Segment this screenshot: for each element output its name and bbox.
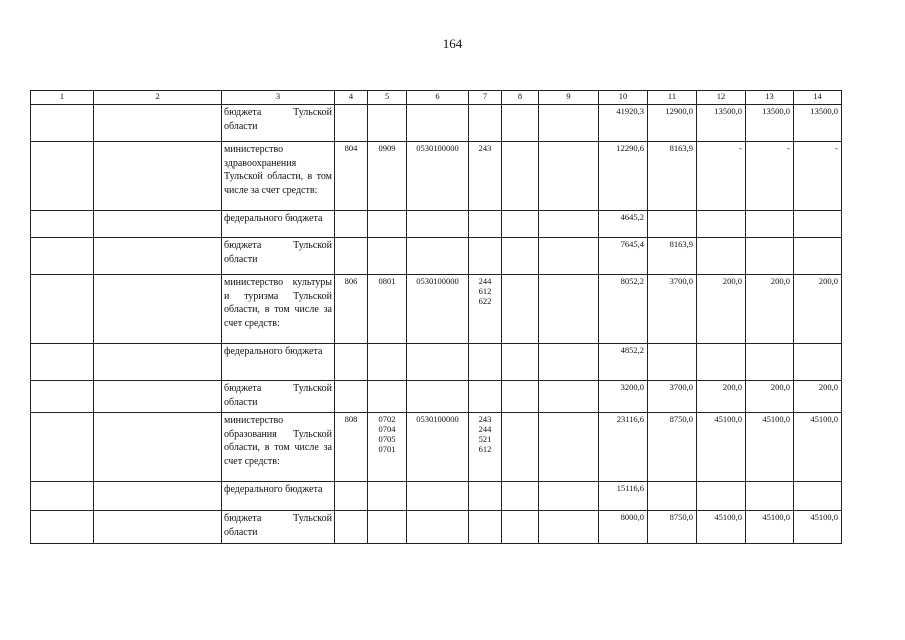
cell-section-code [368,413,407,482]
cell-amount: 41920,3 [599,105,648,142]
cell-amount [648,482,697,511]
table-row [31,211,842,238]
cell-amount: 45100,0 [697,511,746,544]
cell-ministry-code [335,381,368,413]
cell-amount [697,482,746,511]
cell-expense-type [469,381,502,413]
cell-section-code [368,381,407,413]
cell-amount: 200,0 [697,275,746,344]
cell-name: бюджета Тульской области [222,105,335,142]
cell-expense-type [469,105,502,142]
table-row [31,344,842,381]
cell-ministry-code [335,238,368,275]
cell-amount: 200,0 [697,381,746,413]
cell-target-code [407,105,469,142]
cell-amount: 45100,0 [794,511,842,544]
cell-amount [697,238,746,275]
table-body [31,91,842,544]
cell-section-code [368,238,407,275]
cell-ministry-code [335,211,368,238]
cell-section-code [368,344,407,381]
cell-expense-type-line: 243 [478,414,492,424]
cell-amount: 200,0 [746,381,794,413]
cell-ministry-code [335,344,368,381]
cell-target-code [407,211,469,238]
cell-col2 [94,105,222,142]
cell-col2 [94,413,222,482]
cell-section-code [368,142,407,211]
cell-amount: 13500,0 [746,105,794,142]
column-header: 11 [648,91,697,105]
cell-target-code [407,482,469,511]
cell-col8 [502,142,539,211]
cell-amount: 45100,0 [697,413,746,482]
cell-col1 [31,238,94,275]
column-header-row [31,91,842,105]
cell-col9 [539,142,599,211]
cell-amount: 45100,0 [746,413,794,482]
cell-col2 [94,211,222,238]
cell-amount: 23116,6 [599,413,648,482]
column-header: 12 [697,91,746,105]
cell-section-code-line: 0909 [378,143,396,153]
column-header: 9 [539,91,599,105]
cell-expense-type [469,238,502,275]
table-row [31,142,842,211]
cell-name: министерство образования Тульской области, в том числе за счет средств: [222,413,335,482]
table-row [31,275,842,344]
cell-amount: 200,0 [794,381,842,413]
cell-col8 [502,344,539,381]
cell-amount: 7645,4 [599,238,648,275]
cell-col9 [539,511,599,544]
column-header: 10 [599,91,648,105]
cell-col2 [94,344,222,381]
cell-amount: 12900,0 [648,105,697,142]
cell-col2 [94,381,222,413]
cell-expense-type [469,413,502,482]
column-header: 2 [94,91,222,105]
cell-amount: 13500,0 [697,105,746,142]
cell-amount [746,482,794,511]
cell-col9 [539,275,599,344]
cell-expense-type-line: 244 [478,276,492,286]
cell-amount: 13500,0 [794,105,842,142]
cell-amount: 3700,0 [648,381,697,413]
cell-amount: 45100,0 [794,413,842,482]
cell-amount: 8750,0 [648,413,697,482]
cell-col1 [31,105,94,142]
cell-amount: 4645,2 [599,211,648,238]
cell-ministry-code: 806 [335,275,368,344]
cell-section-code [368,482,407,511]
cell-col1 [31,511,94,544]
cell-amount: 45100,0 [746,511,794,544]
cell-col9 [539,105,599,142]
cell-name: федерального бюджета [222,482,335,511]
column-header: 14 [794,91,842,105]
cell-section-code-line: 0705 [378,434,396,444]
cell-col2 [94,238,222,275]
cell-col8 [502,211,539,238]
cell-amount [746,238,794,275]
cell-col1 [31,413,94,482]
cell-amount: - [746,142,794,211]
cell-ministry-code [335,482,368,511]
cell-expense-type-line: 243 [478,143,492,153]
cell-col8 [502,381,539,413]
cell-ministry-code [335,105,368,142]
cell-amount: 3700,0 [648,275,697,344]
cell-col8 [502,511,539,544]
table-row [31,238,842,275]
cell-amount [794,211,842,238]
cell-expense-type [469,142,502,211]
cell-amount: 15116,6 [599,482,648,511]
cell-col8 [502,238,539,275]
cell-expense-type [469,211,502,238]
cell-target-code [407,238,469,275]
table-row [31,511,842,544]
cell-amount [648,344,697,381]
cell-section-code-line: 0702 [378,414,396,424]
cell-name: бюджета Тульской области [222,381,335,413]
cell-col1 [31,381,94,413]
cell-amount [794,238,842,275]
cell-section-code-line: 0704 [378,424,396,434]
cell-section-code [368,511,407,544]
page-number: 164 [442,36,463,51]
cell-amount [648,211,697,238]
column-header: 8 [502,91,539,105]
cell-col8 [502,105,539,142]
cell-name: федерального бюджета [222,211,335,238]
cell-section-code [368,105,407,142]
cell-section-code [368,275,407,344]
cell-col2 [94,511,222,544]
cell-expense-type-line: 612 [478,444,492,454]
cell-col2 [94,275,222,344]
cell-amount [794,344,842,381]
cell-amount [794,482,842,511]
cell-col9 [539,413,599,482]
cell-name: федерального бюджета [222,344,335,381]
cell-col1 [31,344,94,381]
cell-amount: - [794,142,842,211]
column-header: 13 [746,91,794,105]
cell-section-code-line: 0801 [378,276,396,286]
column-header: 1 [31,91,94,105]
cell-col8 [502,482,539,511]
cell-name: министерство здравоохранения Тульской области, в том числе за счет средств: [222,142,335,211]
cell-amount: 12290,6 [599,142,648,211]
cell-col9 [539,238,599,275]
cell-amount: 200,0 [746,275,794,344]
cell-amount: 8163,9 [648,238,697,275]
cell-target-code: 0530100000 [407,275,469,344]
cell-col9 [539,211,599,238]
cell-amount [697,211,746,238]
cell-amount: - [697,142,746,211]
cell-expense-type [469,344,502,381]
cell-expense-type-line: 622 [478,296,492,306]
column-header: 4 [335,91,368,105]
cell-target-code [407,344,469,381]
cell-section-code-line: 0701 [378,444,396,454]
column-header: 3 [222,91,335,105]
cell-amount [746,211,794,238]
cell-col1 [31,482,94,511]
cell-section-code [368,211,407,238]
budget-table [30,90,842,544]
cell-name: бюджета Тульской области [222,511,335,544]
cell-col1 [31,275,94,344]
cell-expense-type [469,511,502,544]
cell-ministry-code: 804 [335,142,368,211]
cell-col1 [31,142,94,211]
table-row [31,105,842,142]
cell-expense-type-line: 612 [478,286,492,296]
cell-amount: 8000,0 [599,511,648,544]
column-header: 5 [368,91,407,105]
table-row [31,381,842,413]
cell-col2 [94,482,222,511]
cell-target-code: 0530100000 [407,142,469,211]
cell-amount: 8163,9 [648,142,697,211]
table-row [31,413,842,482]
cell-target-code [407,381,469,413]
cell-amount [697,344,746,381]
cell-expense-type-line: 521 [478,434,492,444]
cell-col2 [94,142,222,211]
column-header: 7 [469,91,502,105]
cell-expense-type [469,482,502,511]
cell-col8 [502,275,539,344]
table-row [31,482,842,511]
cell-amount: 4852,2 [599,344,648,381]
cell-col8 [502,413,539,482]
cell-ministry-code: 808 [335,413,368,482]
cell-expense-type [469,275,502,344]
cell-amount: 8750,0 [648,511,697,544]
cell-col9 [539,381,599,413]
cell-target-code: 0530100000 [407,413,469,482]
cell-name: бюджета Тульской области [222,238,335,275]
cell-amount: 8052,2 [599,275,648,344]
cell-col1 [31,211,94,238]
cell-name: министерство культуры и туризма Тульской области, в том числе за счет средств: [222,275,335,344]
cell-col9 [539,482,599,511]
cell-expense-type-line: 244 [478,424,492,434]
cell-amount: 200,0 [794,275,842,344]
column-header: 6 [407,91,469,105]
cell-col9 [539,344,599,381]
cell-ministry-code [335,511,368,544]
cell-amount: 3200,0 [599,381,648,413]
cell-amount [746,344,794,381]
cell-target-code [407,511,469,544]
